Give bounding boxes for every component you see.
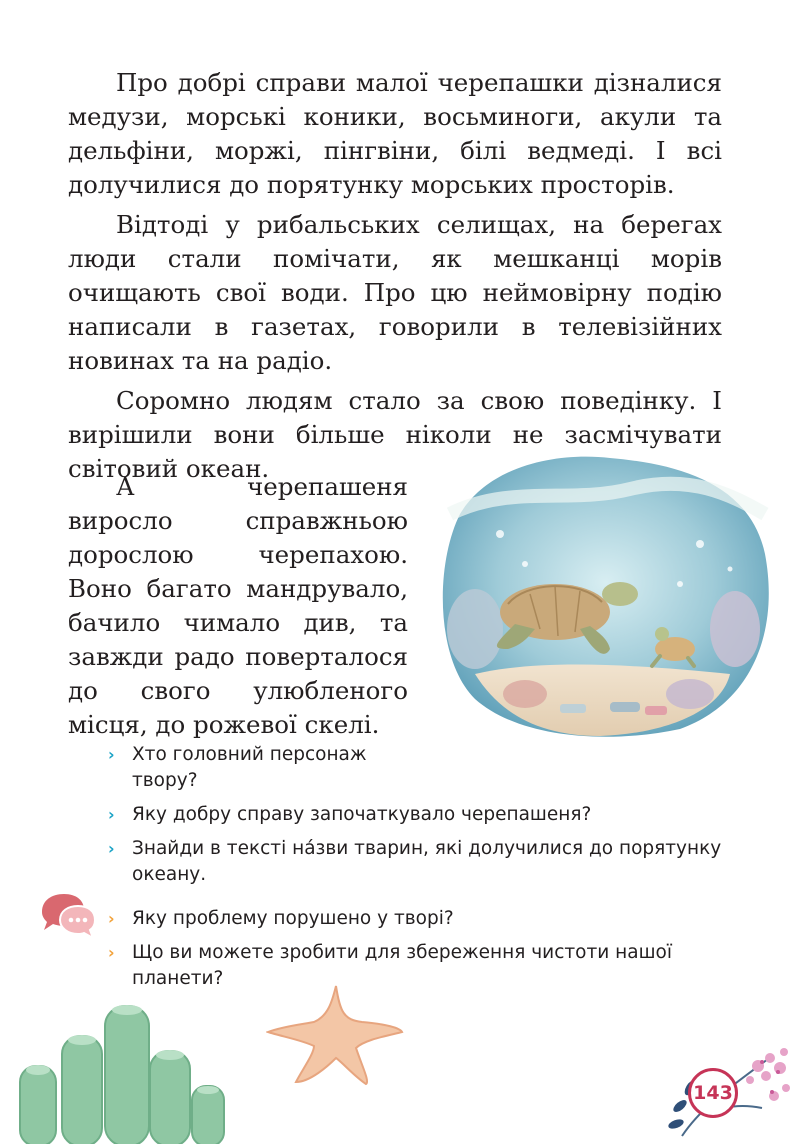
chevron-right-icon: ›: [108, 839, 115, 858]
question-text: Знайди в тексті на́зви тварин, які долучилися до порятунку океану.: [132, 838, 722, 885]
question-text: Яку проблему порушено у творі?: [132, 908, 454, 929]
paragraph: Про добрі справи малої черепашки дізналися медузи, морські коники, восьминоги, акули та дельфіни, моржі, пінгвіни, білі ведмеді. І всі долучилися до порятунку морських просторів.: [68, 68, 722, 199]
chevron-right-icon: ›: [108, 909, 115, 928]
questions-group-1: [108, 742, 723, 896]
question-item: [108, 836, 723, 888]
paragraph: А черепашеня виросло справжньою дорослою черепахою. Воно багато мандрувало, бачило чимало див, та завжди радо поверталося до свого улюбленого місця, до рожевої скелі.: [68, 472, 408, 739]
question-text: Хто головний персонаж твору?: [132, 744, 367, 791]
chevron-right-icon: ›: [108, 805, 115, 824]
chevron-right-icon: ›: [108, 745, 115, 764]
page-number: 143: [688, 1068, 738, 1118]
question-item: [108, 802, 723, 828]
coral-illustration: [0, 996, 240, 1144]
question-item: [108, 940, 723, 992]
chat-bubbles-icon: [38, 892, 98, 940]
paragraph: Відтоді у рибальських селищах, на берегах люди стали помічати, як мешканці морів очищають свої води. Про цю неймовірну подію написали в газетах, говорили в телевізійних новинах та на радіо.: [68, 210, 722, 375]
question-item: [108, 906, 723, 932]
story-text: [68, 66, 722, 492]
turtles-underwater-illustration: [430, 444, 780, 744]
starfish-illustration: [266, 982, 406, 1088]
question-text: Що ви можете зробити для збереження чистоти нашої планети?: [132, 942, 672, 989]
question-text: Яку добру справу започаткувало черепашеня?: [132, 804, 592, 825]
paragraph: Соромно людям стало за свою поведінку. І вирішили вони більше ніколи не засмічувати світовий океан.: [68, 386, 722, 483]
question-item: [108, 742, 404, 794]
chevron-right-icon: ›: [108, 943, 115, 962]
questions-group-2: [108, 906, 723, 1000]
story-text-wrapped: [68, 470, 408, 742]
